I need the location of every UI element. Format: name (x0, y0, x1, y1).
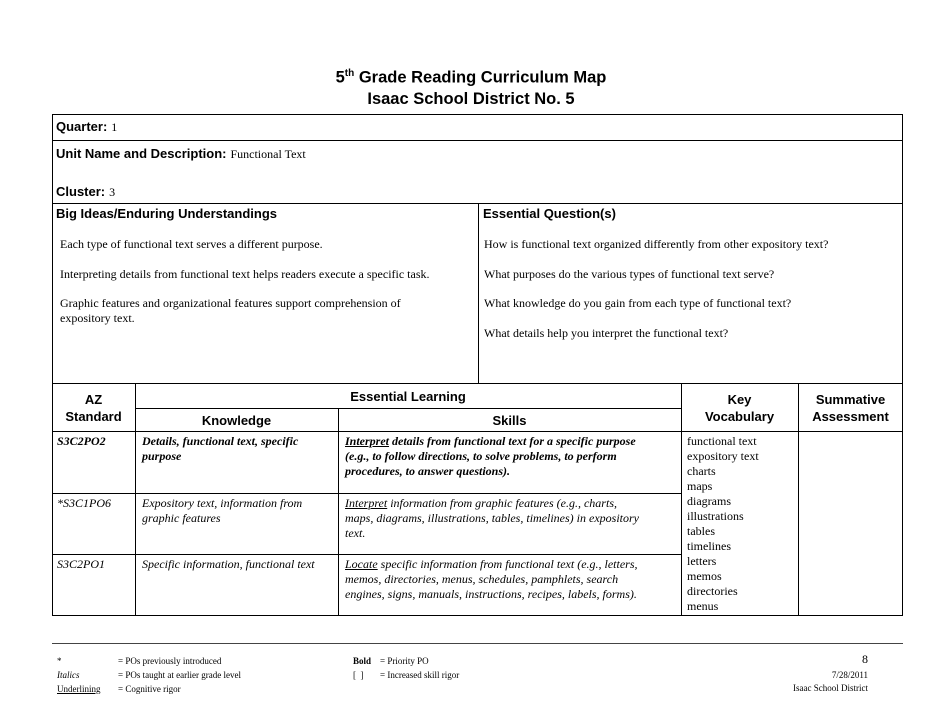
divider (338, 408, 339, 616)
legend-key: Bold (353, 656, 372, 666)
divider (135, 408, 681, 409)
footer-date: 7/28/2011 (831, 670, 868, 680)
standard-code: S3C2PO1 (57, 557, 105, 571)
skill-text: Interpret information from graphic features (e.g., charts, maps, diagrams, illustrations, tables, timelines) in expository text. (345, 496, 639, 540)
quarter-label: Quarter: (56, 119, 108, 134)
skill-text: Locate specific information from functional text (e.g., letters, memos, directories, menus, schedules, pamphlets, search engines, signs, manuals, instructions, recipes, labels, forms). (345, 557, 638, 601)
divider (52, 554, 681, 555)
skill-text: Interpret details from functional text for a specific purpose (e.g., to follow directions, to solve problems, to perform procedures, to answer questions). (345, 434, 636, 478)
quarter-value: 1 (111, 120, 118, 134)
legend-key: [ ] (353, 670, 364, 680)
cluster-row (56, 183, 115, 201)
essential-question-item: How is functional text organized differently from other expository text? (484, 237, 829, 251)
unit-value: Functional Text (230, 147, 306, 161)
vocabulary-item: directories (687, 584, 738, 598)
essential-question-item: What purposes do the various types of functional text serve? (484, 267, 775, 281)
essential-question-item: What knowledge do you gain from each type of functional text? (484, 296, 792, 310)
header-summative-2: Assessment (812, 409, 889, 424)
page-subtitle: Isaac School District No. 5 (367, 90, 575, 108)
knowledge-text: Details, functional text, specific purpose (142, 434, 299, 463)
divider (52, 431, 903, 432)
vocabulary-list (687, 434, 759, 614)
cluster-label: Cluster: (56, 184, 106, 199)
vocabulary-item: menus (687, 599, 719, 613)
unit-row (56, 145, 306, 163)
header-standard-1: AZ (84, 392, 103, 407)
big-ideas-heading: Big Ideas/Enduring Understandings (56, 206, 278, 221)
standard-code: S3C2PO2 (57, 434, 106, 448)
header-essential-learning: Essential Learning (350, 389, 466, 404)
legend-key: Underlining (57, 684, 101, 694)
legend-desc: = POs taught at earlier grade level (118, 670, 242, 680)
header-standard-2: Standard (65, 409, 122, 424)
legend-desc: = POs previously introduced (118, 656, 222, 666)
vocabulary-item: illustrations (687, 509, 744, 523)
big-idea-item: Graphic features and organizational features support comprehension of (60, 296, 401, 310)
header-skills: Skills (492, 413, 527, 428)
big-idea-item: expository text. (60, 311, 135, 325)
cluster-value: 3 (109, 185, 116, 199)
divider (52, 493, 681, 494)
footer-divider (52, 643, 903, 644)
legend-desc: = Increased skill rigor (380, 670, 460, 680)
footer-district: Isaac School District (793, 683, 868, 693)
vocabulary-item: functional text (687, 434, 757, 448)
vocabulary-item: expository text (687, 449, 759, 463)
essential-question-item: What details help you interpret the functional text? (484, 326, 729, 340)
unit-label: Unit Name and Description: (56, 146, 227, 161)
big-idea-item: Each type of functional text serves a different purpose. (60, 237, 323, 251)
essential-questions-heading: Essential Question(s) (483, 206, 616, 221)
quarter-row (56, 118, 117, 136)
legend-desc: = Priority PO (380, 656, 429, 666)
knowledge-text: Specific information, functional text (142, 557, 315, 571)
vocabulary-item: timelines (687, 539, 731, 553)
big-idea-item: Interpreting details from functional text helps readers execute a specific task. (60, 267, 430, 281)
header-summative-1: Summative (815, 392, 886, 407)
standard-code: *S3C1PO6 (57, 496, 111, 510)
vocabulary-item: diagrams (687, 494, 731, 508)
vocabulary-item: charts (687, 464, 716, 478)
knowledge-text: Expository text, information from graphic features (142, 496, 303, 525)
page-title: 5th Grade Reading Curriculum Map (335, 68, 607, 87)
vocabulary-item: letters (687, 554, 717, 568)
legend-key: * (57, 656, 62, 666)
vocabulary-item: tables (687, 524, 715, 538)
legend-desc: = Cognitive rigor (118, 684, 181, 694)
legend-key: Italics (57, 670, 80, 680)
divider (52, 140, 903, 141)
header-vocab-1: Key (727, 392, 752, 407)
divider (52, 383, 903, 384)
divider (478, 203, 479, 383)
vocabulary-item: memos (687, 569, 722, 583)
vocabulary-item: maps (687, 479, 713, 493)
header-knowledge: Knowledge (201, 413, 272, 428)
page-number: 8 (862, 652, 868, 666)
header-vocab-2: Vocabulary (704, 409, 775, 424)
